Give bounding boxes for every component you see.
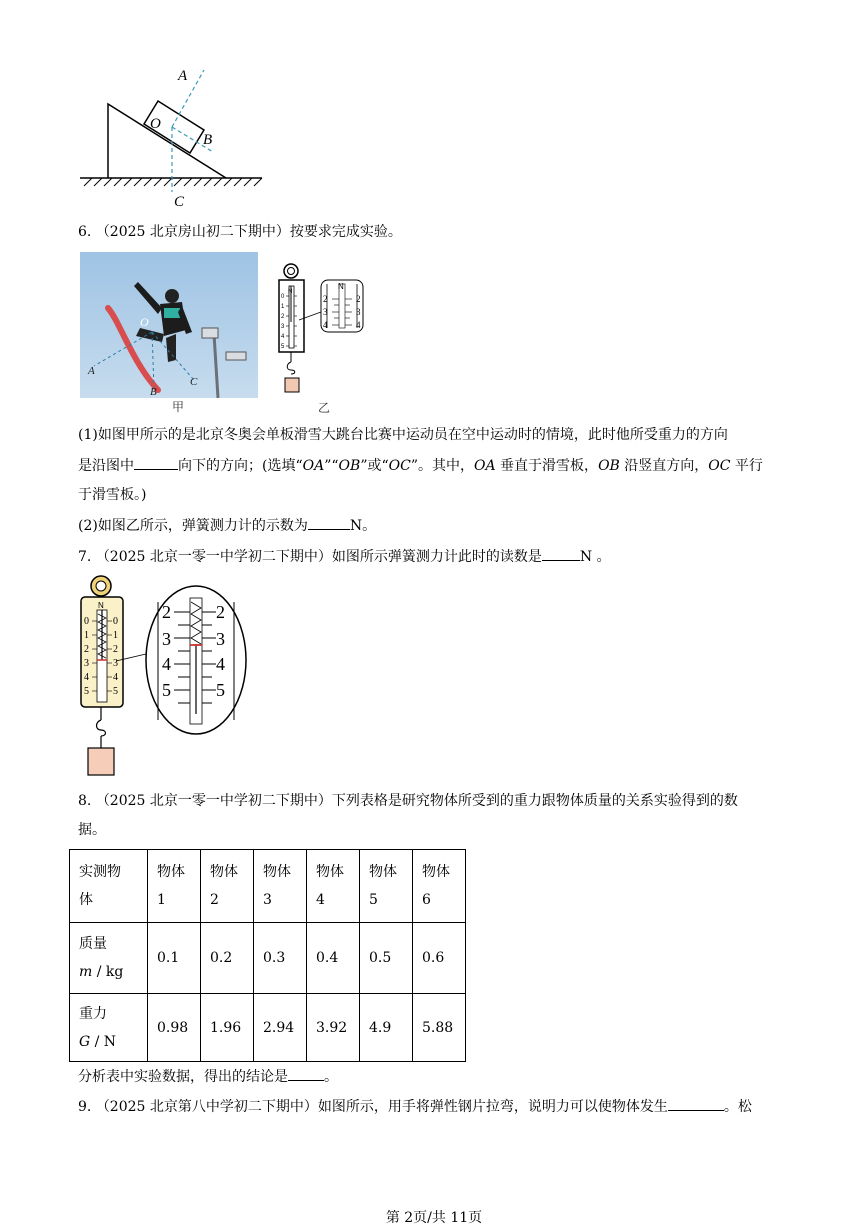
large-left-3: 3 [84, 658, 89, 669]
label-b: B [203, 132, 213, 148]
q9-answer-blank[interactable] [668, 1096, 724, 1111]
table-cell: 3.92 [307, 994, 360, 1062]
label-c: C [174, 194, 185, 210]
zoom-small-right-3: 3 [356, 307, 361, 317]
table-row [70, 850, 466, 923]
zoom-unit-small: N [338, 282, 344, 291]
table-header-cell: 物体 5 [360, 850, 413, 923]
table-header-cell: 物体 4 [307, 850, 360, 923]
small-tick-3: 3 [281, 324, 285, 330]
large-left-5: 5 [84, 686, 89, 697]
zoom-small-left-2: 2 [323, 294, 328, 304]
zoom-small-left-3: 3 [323, 307, 328, 317]
photo-label-o: O [140, 315, 149, 329]
small-tick-5: 5 [281, 344, 285, 350]
zoom-small-right-2: 2 [356, 294, 361, 304]
table-row-label: 质量 m / kg [70, 923, 148, 994]
small-tick-2: 2 [281, 314, 285, 320]
caption-left: 甲 [172, 400, 185, 414]
q7-answer-blank[interactable] [542, 546, 580, 561]
zoom-large-right-5: 5 [216, 680, 225, 700]
q8-heading-cont: 据。 [78, 822, 106, 838]
table-cell: 0.4 [307, 923, 360, 994]
table-cell: 5.88 [413, 994, 466, 1062]
q8-conclusion: 分析表中实验数据，得出的结论是 。 [78, 1066, 338, 1087]
photo-label-c: C [190, 376, 198, 388]
q6-answer-blank-2[interactable] [308, 515, 350, 530]
large-right-4: 4 [113, 672, 118, 683]
table-row-label: 重力 G / N [70, 994, 148, 1062]
zoom-large-right-3: 3 [216, 629, 225, 649]
small-tick-1: 1 [281, 304, 285, 310]
table-cell: 0.3 [254, 923, 307, 994]
q7-heading: 7. （2025 北京一零一中学初二下期中）如图所示弹簧测力计此时的读数是 N 。 [78, 546, 611, 567]
table-cell: 0.5 [360, 923, 413, 994]
large-right-0: 0 [113, 616, 118, 627]
table-cell: 4.9 [360, 994, 413, 1062]
zoom-large-left-5: 5 [162, 680, 171, 700]
table-header-cell: 物体 3 [254, 850, 307, 923]
zoom-large-right-2: 2 [216, 602, 225, 622]
q6-part1-line3: 于滑雪板。) [78, 487, 147, 503]
q6-heading: 6. （2025 北京房山初二下期中）按要求完成实验。 [78, 224, 402, 240]
zoom-small-right-4: 4 [356, 320, 361, 330]
zoom-large-left-4: 4 [162, 654, 171, 674]
zoom-large-left-2: 2 [162, 602, 171, 622]
large-right-5: 5 [113, 686, 118, 697]
q8-answer-blank[interactable] [288, 1066, 324, 1081]
small-gauge-unit: N [288, 289, 293, 295]
large-right-2: 2 [113, 644, 118, 655]
spring-scale-small [276, 262, 372, 402]
large-right-3: 3 [113, 658, 118, 669]
table-header-cell: 物体 6 [413, 850, 466, 923]
mass-weight-table [69, 849, 466, 1062]
zoom-small-left-4: 4 [323, 320, 328, 330]
large-left-0: 0 [84, 616, 89, 627]
snowboarder-photo [80, 252, 258, 398]
large-left-2: 2 [84, 644, 89, 655]
table-row [70, 994, 466, 1062]
large-right-1: 1 [113, 630, 118, 641]
table-cell: 0.98 [148, 994, 201, 1062]
zoom-large-left-3: 3 [162, 629, 171, 649]
q6-part1-line2: 是沿图中 向下的方向；(选填“OA”“OB”或“OC”。其中，OA 垂直于滑雪板，OB 沿竖直方向，OC 平行 [78, 455, 763, 476]
table-cell: 0.2 [201, 923, 254, 994]
q6-part1-line1: (1)如图甲所示的是北京冬奥会单板滑雪大跳台比赛中运动员在空中运动时的情境，此时他所受重力的方向 [78, 427, 728, 443]
photo-label-b: B [150, 386, 157, 398]
large-left-4: 4 [84, 672, 89, 683]
table-cell: 2.94 [254, 994, 307, 1062]
table-cell: 1.96 [201, 994, 254, 1062]
q6-part2: (2)如图乙所示，弹簧测力计的示数为 N。 [78, 515, 376, 536]
label-o: O [150, 116, 161, 132]
table-header-cell: 物体 1 [148, 850, 201, 923]
table-cell: 0.1 [148, 923, 201, 994]
spring-scale-large [76, 574, 252, 780]
q9-heading: 9. （2025 北京第八中学初二下期中）如图所示，用手将弹性钢片拉弯，说明力可以使物体发生 。松 [78, 1096, 752, 1117]
large-gauge-unit: N [98, 601, 104, 610]
table-cell: 0.6 [413, 923, 466, 994]
photo-label-a: A [88, 365, 95, 377]
zoom-large-right-4: 4 [216, 654, 225, 674]
large-left-1: 1 [84, 630, 89, 641]
caption-right: 乙 [318, 401, 331, 415]
incline-diagram [78, 64, 268, 212]
small-tick-0: 0 [281, 294, 285, 300]
small-tick-4: 4 [281, 334, 285, 340]
q6-answer-blank-1[interactable] [134, 455, 178, 470]
table-header-cell: 实测物 体 [70, 850, 148, 923]
label-a: A [178, 68, 188, 84]
table-header-cell: 物体 2 [201, 850, 254, 923]
table-row [70, 923, 466, 994]
page-number: 第 2页/共 11页 [385, 1210, 483, 1226]
q8-heading: 8. （2025 北京一零一中学初二下期中）下列表格是研究物体所受到的重力跟物体质量的关系实验得到的数 [78, 793, 738, 809]
